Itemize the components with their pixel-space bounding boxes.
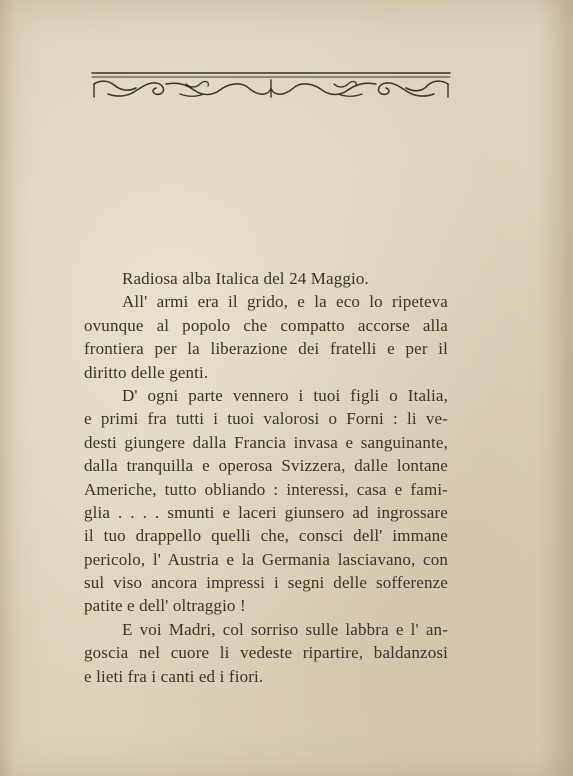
text-line: frontiera per la liberazione dei fratelli e per il [84,339,448,359]
text-line: diritto delle genti. [84,362,209,382]
text-line: Americhe, tutto obliando : interessi, casa e fami- [84,479,448,499]
text-line: D' ogni parte vennero i tuoi figli o Italia, [122,385,448,405]
text-line: patite e dell' oltraggio ! [84,596,246,616]
text-line: il tuo drappello quelli che, consci dell' immane [84,526,448,546]
text-line: e lieti fra i canti ed i fiori. [84,666,264,686]
ornament-art [90,70,452,100]
text-line: pericolo, l' Austria e la Germania lasciavano, con [84,549,448,569]
text-line: E voi Madri, col sorriso sulle labbra e l' an- [122,619,448,639]
text-line: goscia nel cuore li vedeste ripartire, baldanzosi [84,643,448,663]
text-line: sul viso ancora impressi i segni delle sofferenze [84,573,448,593]
text-line: desti giungere dalla Francia invasa e sanguinante, [84,432,448,452]
body-text [84,267,448,688]
text-line: dalla tranquilla e operosa Svizzera, dalle lontane [84,456,448,476]
text-line: Radiosa alba Italica del 24 Maggio. [122,269,369,288]
text-line: glia . . . . smunti e laceri giunsero ad ingrossare [84,502,448,522]
decorative-header-ornament [90,70,452,100]
text-line: e primi fra tutti i tuoi valorosi o Forni : li ve- [84,409,448,429]
text-line: ovunque al popolo che compatto accorse alla [84,315,448,335]
text-line: All' armi era il grido, e la eco lo ripeteva [122,292,448,312]
